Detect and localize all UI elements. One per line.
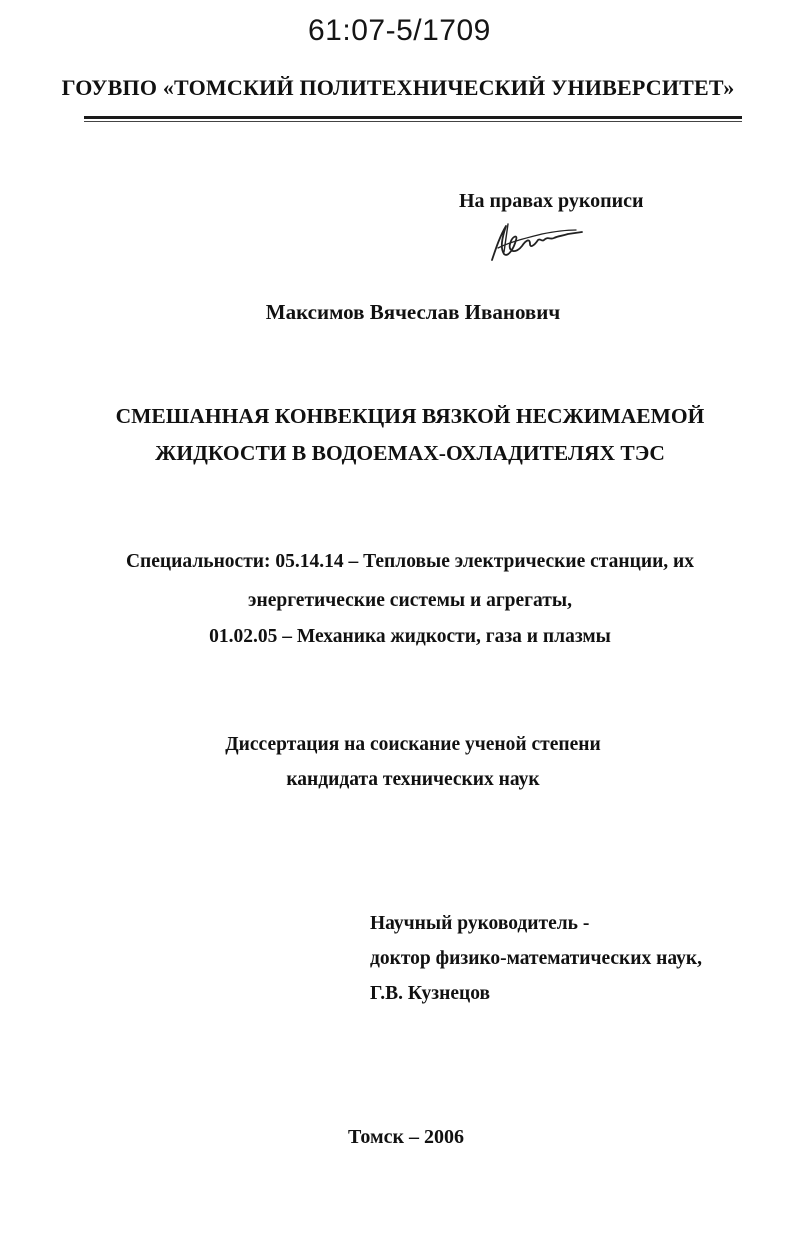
degree-line-2: кандидата технических наук [286,769,540,790]
city-year: Томск – 2006 [347,1126,465,1148]
catalog-number: 61:07-5/1709 [308,14,491,47]
header-divider-thin [84,121,742,122]
specialty-line-3: 01.02.05 – Механика жидкости, газа и плазмы [209,626,611,647]
specialty-line-2: энергетические системы и агрегаты, [248,590,572,611]
manuscript-rights-label: На правах рукописи [459,190,644,212]
signature-icon [486,218,586,264]
degree-line-1: Диссертация на соискание ученой степени [225,734,601,755]
organization-name: ГОУВПО «ТОМСКИЙ ПОЛИТЕХНИЧЕСКИЙ УНИВЕРСИТЕТ» [61,75,735,100]
dissertation-title-line-1: СМЕШАННАЯ КОНВЕКЦИЯ ВЯЗКОЙ НЕСЖИМАЕМОЙ [115,404,705,428]
header-divider [84,116,742,119]
supervisor-name: Г.В. Кузнецов [370,983,490,1004]
supervisor-degree: доктор физико-математических наук, [370,948,702,969]
dissertation-title-line-2: ЖИДКОСТИ В ВОДОЕМАХ-ОХЛАДИТЕЛЯХ ТЭС [155,441,665,465]
author-name: Максимов Вячеслав Иванович [265,300,561,324]
specialty-line-1: Специальности: 05.14.14 – Тепловые электрические станции, их [125,551,695,572]
supervisor-role: Научный руководитель - [370,913,590,934]
